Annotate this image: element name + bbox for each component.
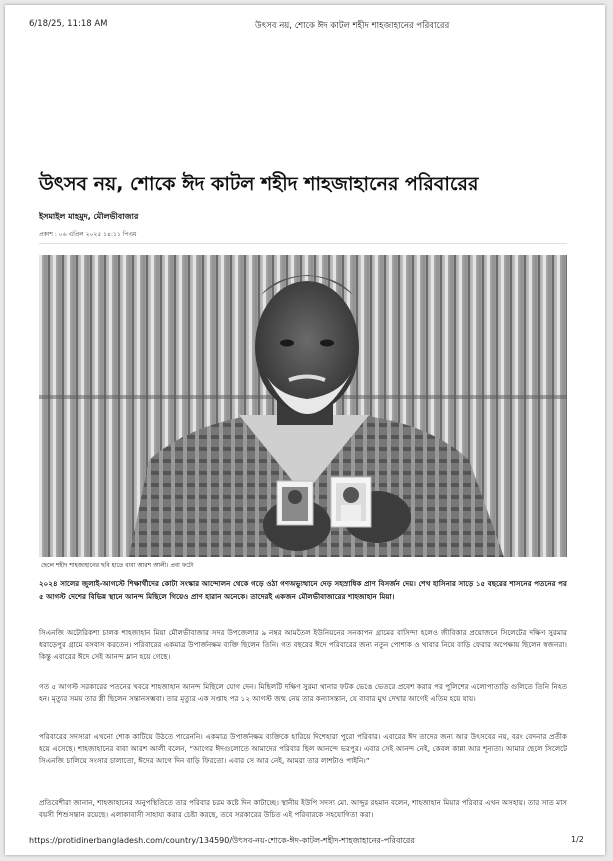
print-date: 6/18/25, 11:18 AM [29,19,108,29]
print-header-title: উৎসব নয়, শোকে ঈদ কাটল শহীদ শাহজাহানের পরিবারের [255,21,450,31]
divider [39,243,567,244]
print-url: https://protidinerbangladesh.com/country/134590/উৎসব-নয়-শোকে-ঈদ-কাটল-শহীদ-শাহজাহানের-পরিবারের [29,836,415,845]
article-paragraph: প্রতিবেশীরা জানান, শাহজাহানের অনুপস্থিতিতে তার পরিবার চরম কষ্টে দিন কাটাচ্ছে। স্থানীয় ইউপি সদস্য মো. আব্দুর রহমান বলেন, শাহজাহান মিয়ার পরিবার এখন অসহায়। তার সাত মাস বয়সী শিশুসন্তান রয়েছে। এলাকাবাসী সাহায্য করার চেষ্টা করছে, তবে সরকারের উচিত এই পরিবারকে সহযোগিতা করা। [39,798,567,819]
page-number: 1/2 [571,835,584,844]
article-headline: উৎসব নয়, শোকে ঈদ কাটল শহীদ শাহজাহানের পরিবারের [39,173,479,195]
article-paragraph: পরিবারের সদস্যরা এখনো শোক কাটিয়ে উঠতে পারেননি। একমাত্র উপার্জনক্ষম ব্যক্তিকে হারিয়ে দিশেহারা পুরো পরিবার। এবারের ঈদ তাদের জন্য আর উৎসবের নয়, বরং বেদনার প্রতীক হয়ে এসেছে। শাহজাহানের বাবা আরশ আলী বলেন, “আগের ঈদগুলোতে আমাদের পরিবার ছিল আনন্দে ভরপুর। এবার সেই আনন্দ নেই, কেবল কান্না আর শূন্যতা। আমার ছেলে সিলেটে সিএনজি চালিয়ে সংসার চালাতো, ঈদের আগে দিন বাড়ি ফিরতো। এবার সে আর নেই, আমরা তার লাশটাও পাইনি।” [39,732,567,765]
article-photo [39,255,567,557]
published-date: প্রকাশ : ০৬ এপ্রিল ২০২৫ ১৪:১১ পিএম [39,231,137,238]
article-paragraph: গত ৫ আগস্ট সরকারের পতনের খবরে শাহজাহান আনন্দ মিছিলে যোগ দেন। মিছিলটি দক্ষিণ সুরমা থানার ফটক ভেঙে ভেতরে প্রবেশ করার পর পুলিশের এলোপাতাড়ি গুলিতে তিনি নিহত হন। মৃত্যুর সময় তার স্ত্রী ছিলেন সন্তানসম্ভবা। তার মৃত্যুর এক সপ্তাহ পর ১২ আগস্ট জন্ম নেয় তার কন্যাসন্তান, যে বাবার মুখ দেখার আগেই এতিম হয়ে যায়। [39,682,567,703]
photo-caption: ছেলে শহীদ শাহজাহানের ছবি হাতে বাবা আরশ আলী। প্রবা ফটো [41,562,194,569]
article-byline: ইসমাইল মাহমুদ, মৌলভীবাজার [39,212,139,221]
print-page [5,5,605,855]
article-lead: ২০২৪ সালের জুলাই-আগস্টে শিক্ষার্থীদের কোটা সংস্কার আন্দোলন থেকে গড়ে ওঠা গণঅভ্যুত্থানে দেড় সহস্রাধিক প্রাণ বিসর্জন দেয়। শেখ হাসিনার সাড়ে ১৫ বছরের শাসনের পতনের পর ৫ আগস্ট দেশের বিভিন্ন স্থানে আনন্দ মিছিলে গিয়েও প্রাণ হারান অনেকে। তাদেরই একজন মৌলভীবাজারের শাহজাহান মিয়া। [39,579,567,601]
article-paragraph: সিএনজি অটোরিকশা চালক শাহজাহান মিয়া মৌলভীবাজার সদর উপজেলার ৯ নম্বর আমতৈল ইউনিয়নের সনকাপন গ্রামের বাসিন্দা হলেও জীবিকার প্রয়োজনে সিলেটের দক্ষিণ সুরমার ধরাড়েপুর গ্রামে বসবাস করতেন। পরিবারের একমাত্র উপার্জনক্ষম ব্যক্তি ছিলেন তিনি। গত বছরের ঈদে পরিবারের জন্য নতুন পোশাক ও খাবার নিয়ে বাড়ি ফেরার অপেক্ষায় ছিলেন স্বজনরা। কিন্তু এবারের ঈদে সেই আনন্দ ম্লান হয়ে গেছে। [39,628,567,661]
